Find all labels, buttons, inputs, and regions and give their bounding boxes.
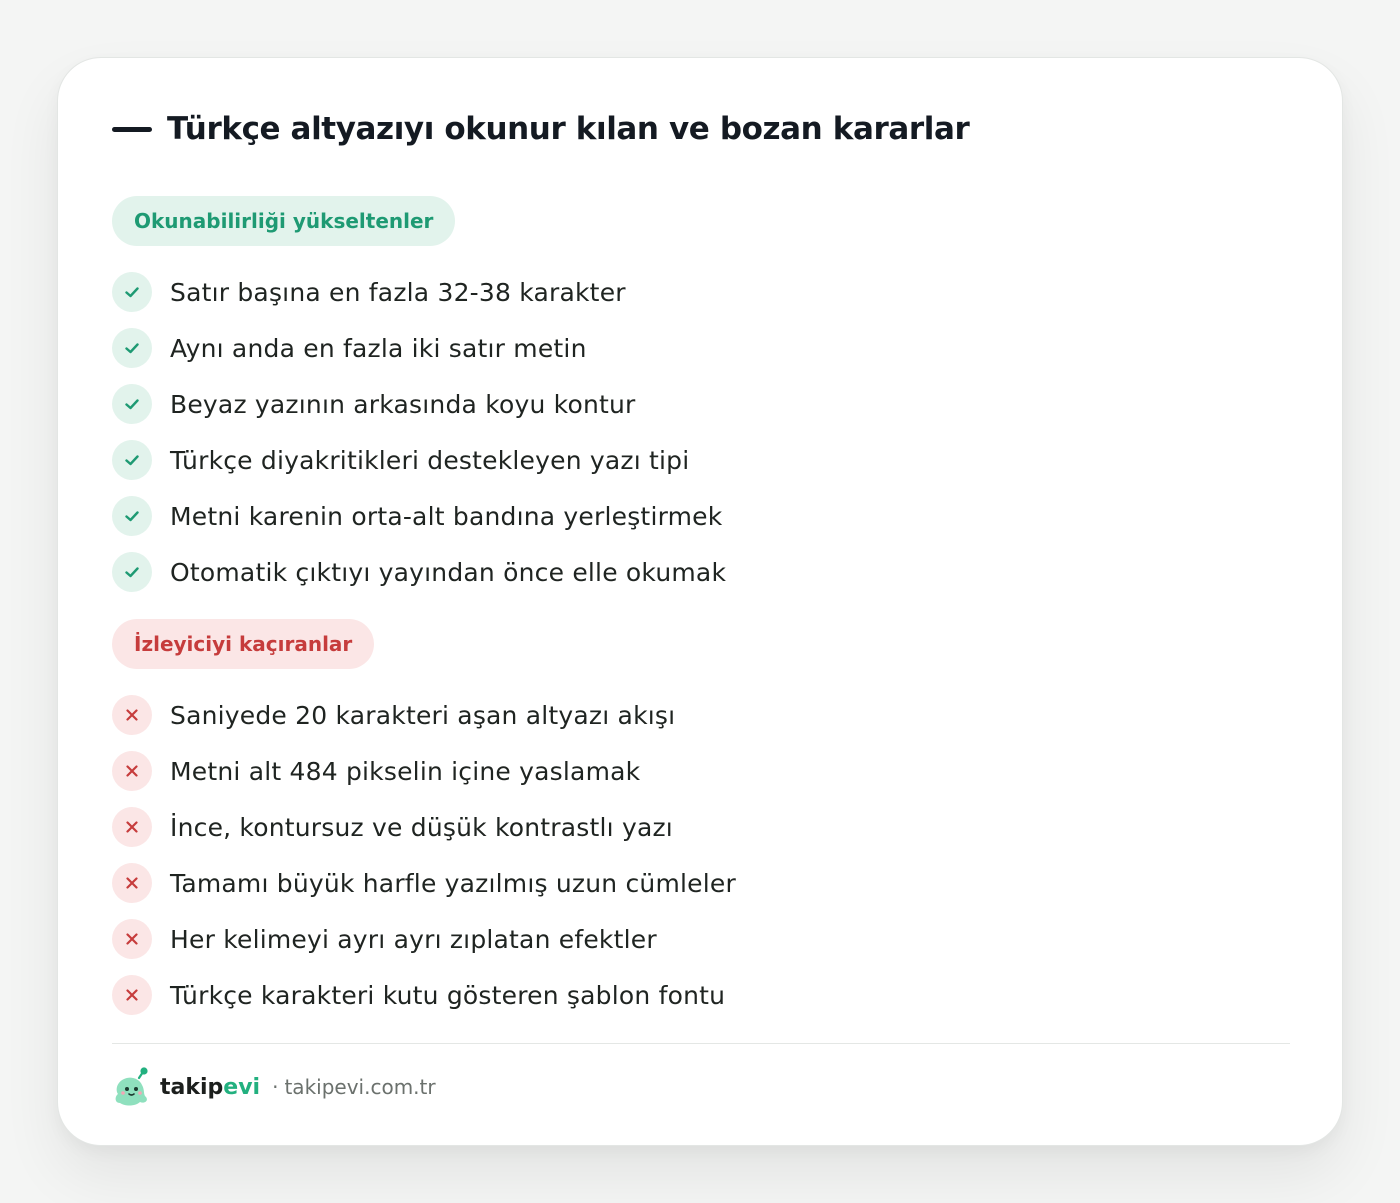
bad-item-text: İnce, kontursuz ve düşük kontrastlı yazı	[170, 812, 673, 842]
cross-icon	[112, 863, 152, 903]
info-card	[57, 57, 1343, 1146]
good-list-item	[112, 432, 726, 488]
bad-list	[112, 687, 736, 1023]
title-dash	[112, 127, 152, 132]
card-title: Türkçe altyazıyı okunur kılan ve bozan kararlar	[167, 111, 970, 147]
check-icon	[112, 552, 152, 592]
good-item-text: Türkçe diyakritikleri destekleyen yazı tipi	[170, 445, 690, 475]
bad-section-label: İzleyiciyi kaçıranlar	[112, 619, 374, 669]
check-icon	[112, 384, 152, 424]
bad-list-item	[112, 911, 736, 967]
bad-item-text: Türkçe karakteri kutu gösteren şablon fontu	[170, 980, 726, 1010]
bad-list-item	[112, 967, 736, 1023]
good-list-item	[112, 320, 726, 376]
cross-icon	[112, 695, 152, 735]
bad-list-item	[112, 855, 736, 911]
good-list-item	[112, 488, 726, 544]
good-list	[112, 264, 726, 600]
good-list-item	[112, 264, 726, 320]
cross-icon	[112, 975, 152, 1015]
title-row	[112, 108, 969, 150]
check-icon	[112, 328, 152, 368]
good-list-item	[112, 544, 726, 600]
good-item-text: Otomatik çıktıyı yayından önce elle okumak	[170, 557, 727, 587]
good-item-text: Beyaz yazının arkasında koyu kontur	[170, 389, 636, 419]
check-icon	[112, 440, 152, 480]
brand-name-main: takip	[160, 1074, 224, 1100]
bad-list-item	[112, 799, 736, 855]
good-item-text: Satır başına en fazla 32-38 karakter	[170, 277, 626, 307]
bad-list-item	[112, 687, 736, 743]
footer-divider	[112, 1043, 1290, 1044]
mascot-logo-icon	[112, 1066, 152, 1108]
site-url: takipevi.com.tr	[284, 1075, 436, 1099]
good-item-text: Metni karenin orta-alt bandına yerleştirmek	[170, 501, 723, 531]
footer	[112, 1066, 436, 1108]
check-icon	[112, 272, 152, 312]
bad-item-text: Saniyede 20 karakteri aşan altyazı akışı	[170, 700, 676, 730]
bad-item-text: Tamamı büyük harfle yazılmış uzun cümleler	[170, 868, 736, 898]
good-list-item	[112, 376, 726, 432]
footer-separator: ·	[272, 1075, 279, 1099]
cross-icon	[112, 807, 152, 847]
good-item-text: Aynı anda en fazla iki satır metin	[170, 333, 587, 363]
brand-name	[160, 1075, 260, 1100]
cross-icon	[112, 751, 152, 791]
bad-item-text: Her kelimeyi ayrı ayrı zıplatan efektler	[170, 924, 657, 954]
check-icon	[112, 496, 152, 536]
cross-icon	[112, 919, 152, 959]
bad-item-text: Metni alt 484 pikselin içine yaslamak	[170, 756, 641, 786]
good-section-label: Okunabilirliği yükseltenler	[112, 196, 455, 246]
bad-list-item	[112, 743, 736, 799]
brand-name-accent: evi	[223, 1074, 261, 1100]
